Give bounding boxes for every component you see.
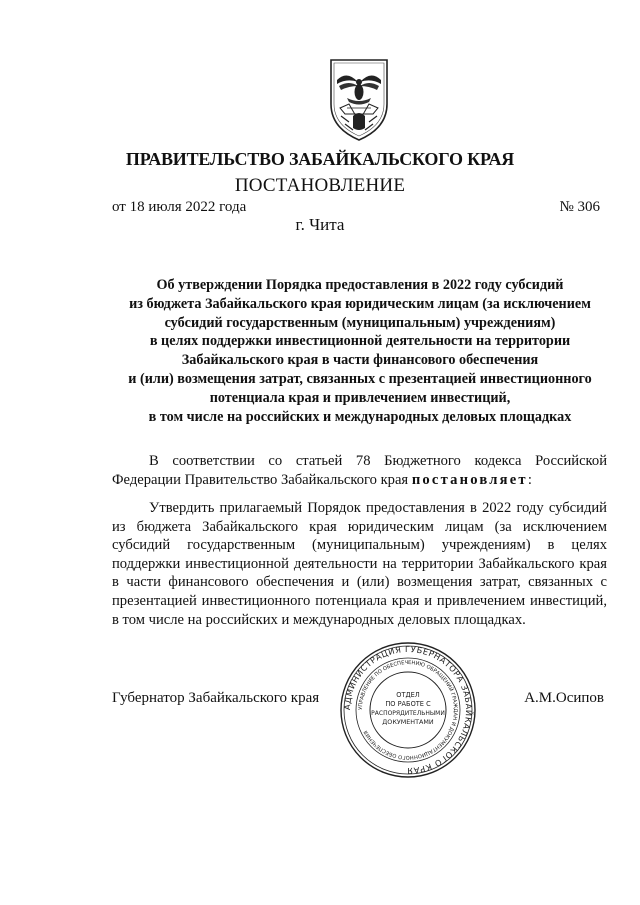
subject-line: и (или) возмещения затрат, связанных с презентацией инвестиционного	[128, 370, 592, 387]
document-city: г. Чита	[295, 215, 345, 234]
stamp-outer-ring-text: АДМИНИСТРАЦИЯ ГУБЕРНАТОРА ЗАБАЙКАЛЬСКОГО КРАЯ	[341, 643, 475, 777]
signer-name: А.М.Осипов	[524, 690, 604, 706]
stamp-center-line: ПО РАБОТЕ С	[385, 700, 431, 708]
document-subject	[80, 276, 640, 426]
subject-line: в том числе на российских и международных деловых площадках	[148, 408, 572, 425]
subject-line: Забайкальского края в части финансового обеспечения	[181, 352, 539, 369]
subject-line: субсидий государственным (муниципальным) учреждениям)	[164, 314, 556, 331]
signer-position: Губернатор Забайкальского края	[112, 690, 320, 706]
subject-line: в целях поддержки инвестиционной деятельности на территории	[149, 333, 571, 350]
subject-line: из бюджета Забайкальского края юридическим лицам (за исключением	[129, 295, 591, 312]
decree-word: постановляет	[411, 471, 528, 488]
document-date: от 18 июля 2022 года	[112, 199, 247, 215]
document-number: № 306	[559, 199, 600, 215]
preamble-text: В соответствии со статьей 78 Бюджетного кодекса Российской Федерации Правительство Забайкальского края	[112, 453, 607, 488]
official-stamp-icon	[338, 640, 478, 780]
resolution-paragraph: Утвердить прилагаемый Порядок предоставления в 2022 году субсидий из бюджета Забайкальского края юридическим лицам (за исключением субсидий государственным (муниципальным) учреждениям) в целях поддержки инвестиционной деятельности на территории Забайкальского края в части финансового обеспечения и (или) возмещения затрат, связанных с презентацией инвестиционного потенциала края и привлечением инвестиций, в том числе на российских и международных деловых площадках.	[112, 500, 607, 628]
coat-of-arms-icon	[327, 58, 391, 142]
stamp-center-line: ДОКУМЕНТАМИ	[382, 718, 434, 726]
decree-colon: :	[527, 471, 532, 488]
government-title: ПРАВИТЕЛЬСТВО ЗАБАЙКАЛЬСКОГО КРАЯ	[125, 149, 515, 169]
subject-line: потенциала края и привлечением инвестиций,	[209, 389, 511, 406]
stamp-inner-ring-text: УПРАВЛЕНИЕ ПО ОБЕСПЕЧЕНИЮ ОБРАЩЕНИЙ ГРАЖДАН И ДОКУМЕНТАЦИОННОГО ОБЕСПЕЧЕНИЯ	[357, 659, 459, 761]
stamp-center-line: РАСПОРЯДИТЕЛЬНЫМИ	[371, 710, 445, 717]
document-type: ПОСТАНОВЛЕНИЕ	[234, 175, 406, 196]
subject-line: Об утверждении Порядка предоставления в 2022 году субсидий	[156, 277, 564, 293]
preamble-paragraph	[112, 452, 607, 489]
stamp-center-line: ОТДЕЛ	[396, 691, 420, 699]
